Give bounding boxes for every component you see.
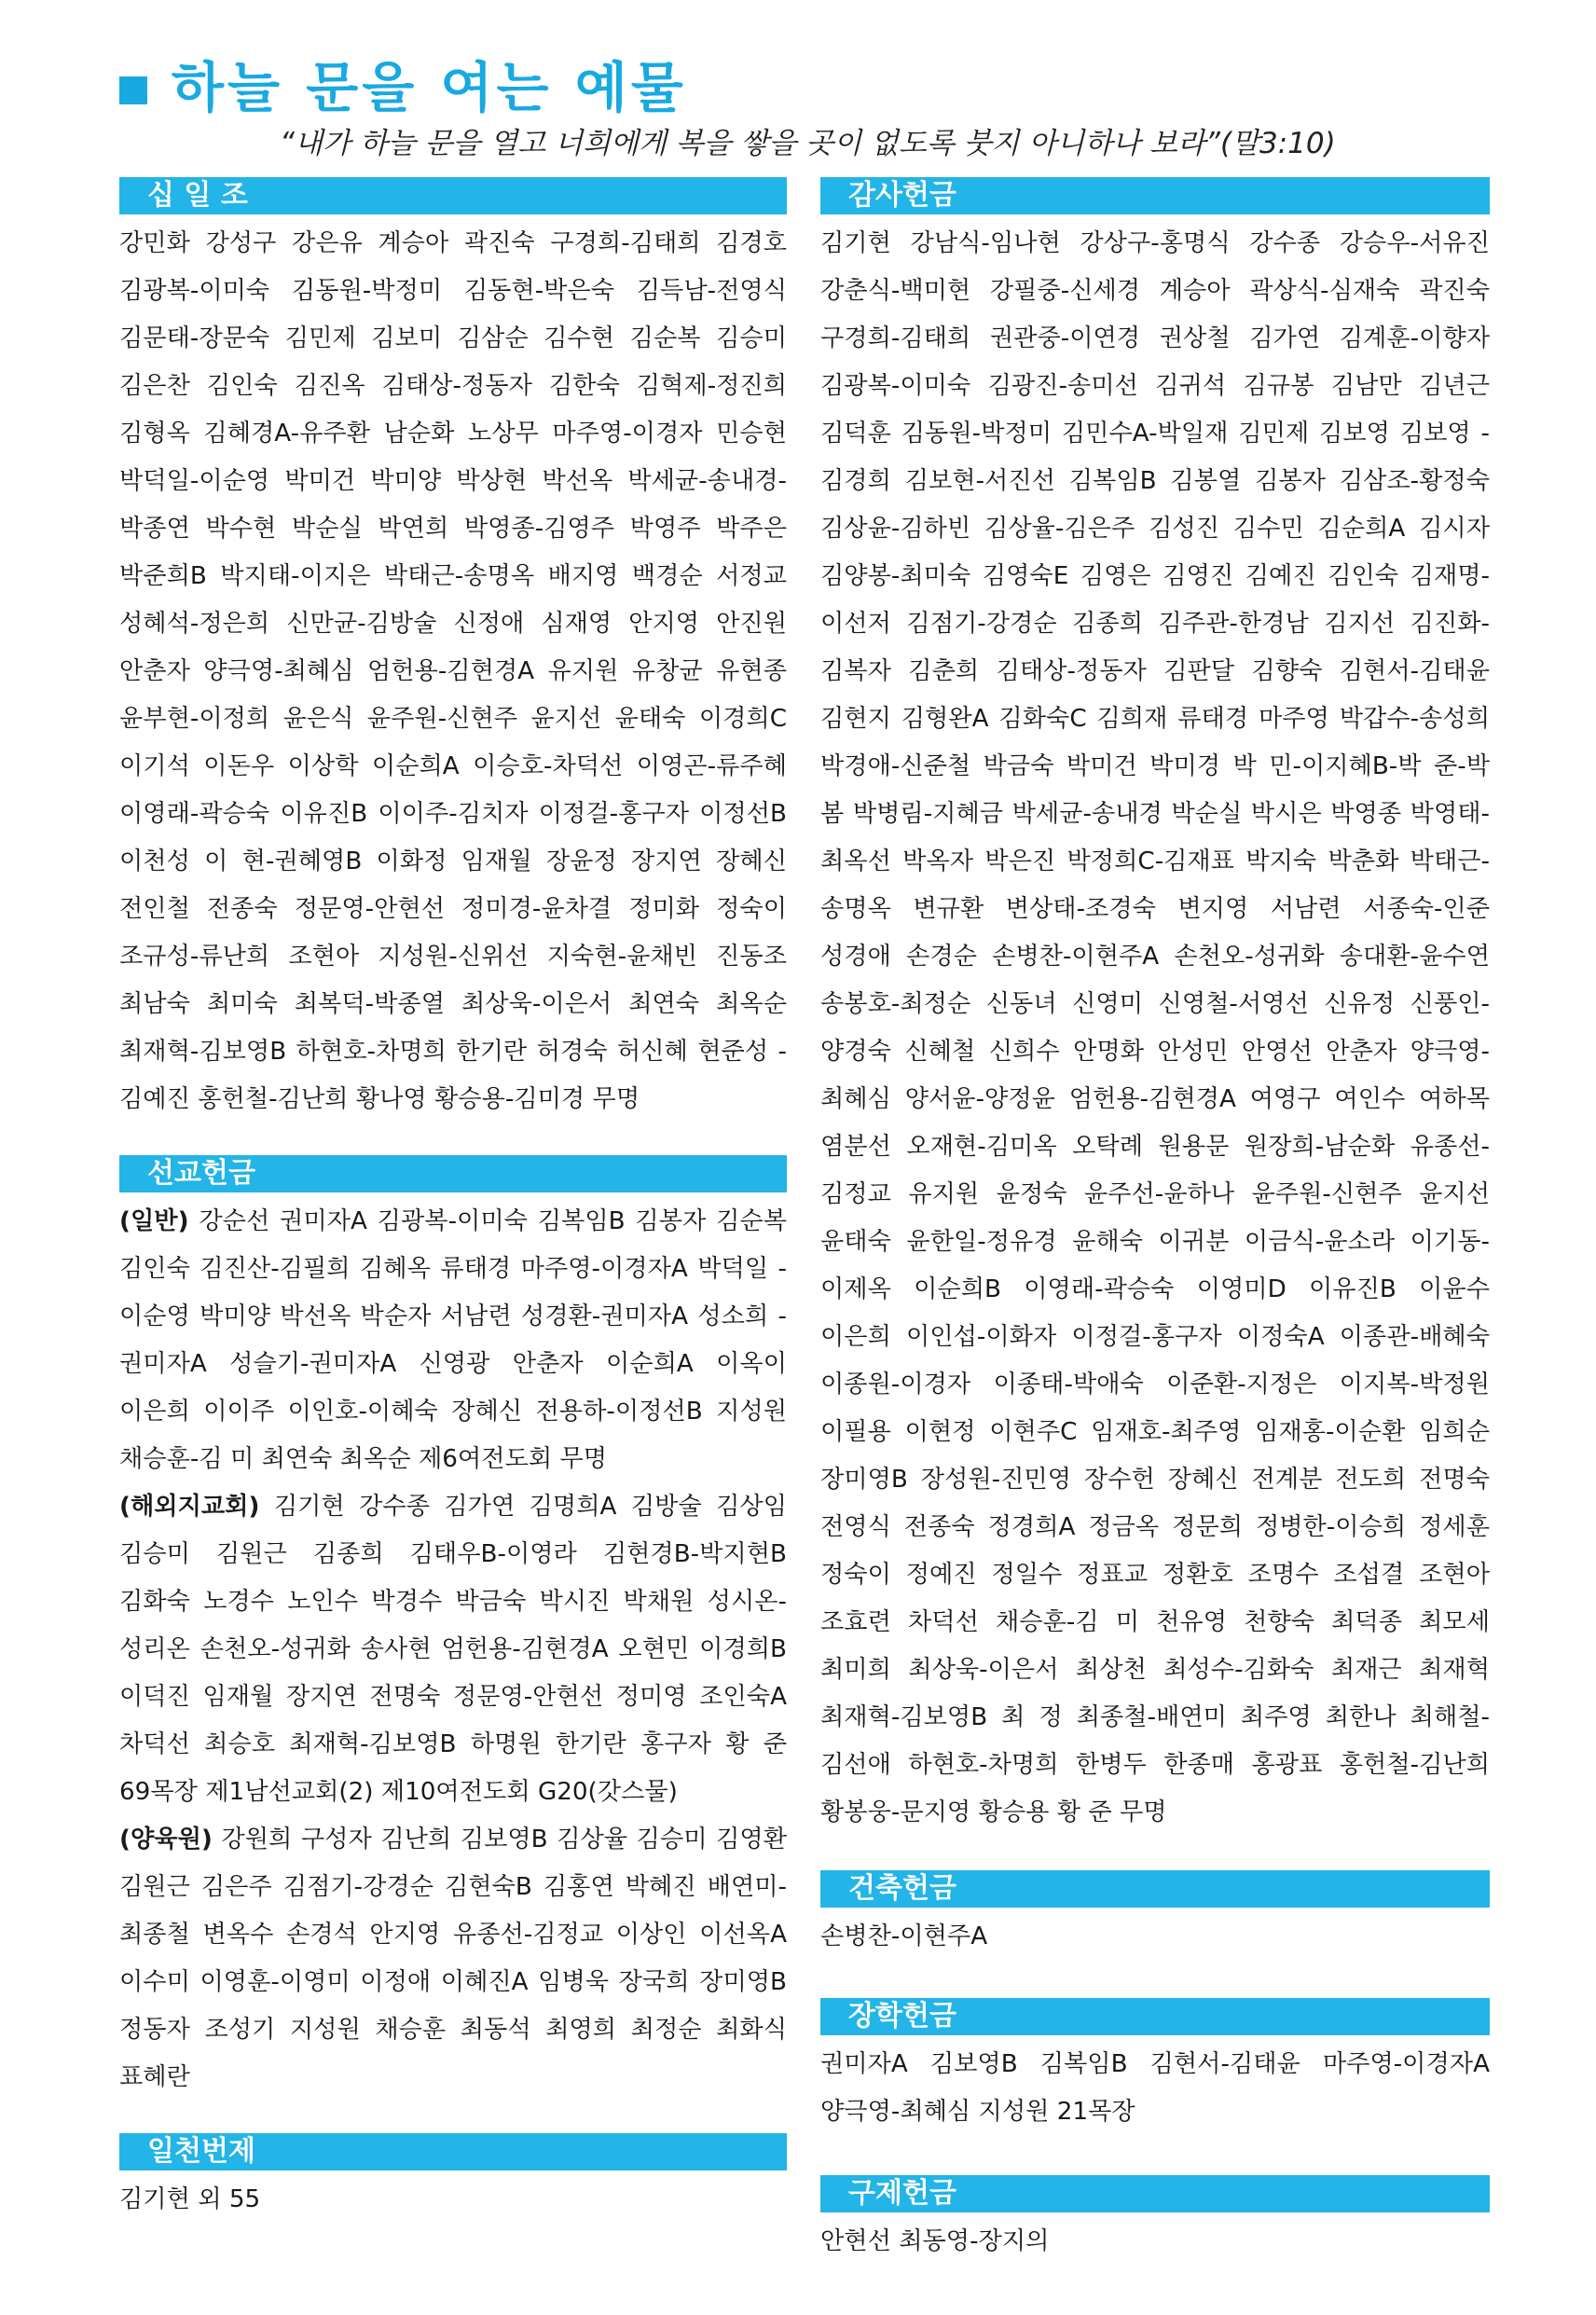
mission-overseas-names: 김기현 강수종 김가연 김명희A 김방술 김상임 김승미 김원근 김종희 김태우B-이영라 김현경B-박지현B 김화숙 노경수 노인수 박경수 박금숙 박시진 박채원 성시온-성리온 손천오-성귀화 송사현 엄헌용-김현경A 오현민 이경희B 이덕진 임재월 장지연 전명숙 정문영-안현선 정미영 조인숙A 차덕선 최승호 최재혁-김보영B 하명원 한기란 홍구자 황 준 69목장 제1남선교회(2) 제10여전도회 G20(갓스물) bbox=[119, 1493, 787, 1806]
thanks-names: 김기현 강남식-임나현 강상구-홍명식 강수종 강승우-서유진 강춘식-백미현 강필중-신세경 계승아 곽상식-심재숙 곽진숙 구경희-김태희 권관중-이연경 권상철 김가연 김계훈-이향자 김광복-이미숙 김광진-송미선 김귀석 김규봉 김남만 김년근 김덕훈 김동원-박정미 김민수A-박일재 김민제 김보영 김보영 -김경희 김보현-서진선 김복임B 김봉열 김봉자 김삼조-황정숙 김상윤-김하빈 김상율-김은주 김성진 김수민 김순희A 김시자 김양봉-최미숙 김영숙E 김영은 김영진 김예진 김인숙 김재명-이선저 김점기-강경순 김종희 김주관-한경남 김지선 김진화-김복자 김춘희 김태상-정동자 김판달 김향숙 김현서-김태윤 김현지 김형완A 김화숙C 김희재 류태경 마주영 박갑수-송성희 박경애-신준철 박금숙 박미건 박미경 박 민-이지혜B-박 준-박 봄 박병림-지혜금 박세균-송내경 박순실 박시은 박영종 박영태-최옥선 박옥자 박은진 박정희C-김재표 박지숙 박춘화 박태근-송명옥 변규환 변상태-조경숙 변지영 서남련 서종숙-인준 성경애 손경순 손병찬-이현주A 손천오-성귀화 송대환-윤수연 송봉호-최정순 신동녀 신영미 신영철-서영선 신유정 신풍인-양경숙 신혜철 신희수 안명화 안성민 안영선 안춘자 양극영-최혜심 양서윤-양정윤 엄헌용-김현경A 여영구 여인수 여하목 염분선 오재현-김미옥 오탁례 원용문 원장희-남순화 유종선-김정교 유지원 윤정숙 윤주선-윤하나 윤주원-신현주 윤지선 윤태숙 윤한일-정유경 윤해숙 이귀분 이금식-윤소라 이기동-이제옥 이순희B 이영래-곽승숙 이영미D 이유진B 이윤수 이은희 이인섭-이화자 이정걸-홍구자 이정숙A 이종관-배혜숙 이종원-이경자 이종태-박애숙 이준환-지정은 이지복-박정원 이필용 이현정 이현주C 임재호-최주영 임재홍-이순환 임희순 장미영B 장성원-진민영 장수헌 장혜신 전계분 전도희 전명숙 전영식 전종숙 정경희A 정금옥 정문희 정병한-이승희 정세훈 정숙이 정예진 정일수 정표교 정환호 조명수 조섭결 조현아 조효련 차덕선 채승훈-김 미 천유영 천향숙 최덕종 최모세 최미희 최상욱-이은서 최상천 최성수-김화숙 최재근 최재혁 최재혁-김보영B 최 정 최종철-배연미 최주영 최한나 최해철-김선애 하현호-차명희 한병두 한종매 홍광표 홍헌철-김난희 황봉웅-문지영 황승용 황 준 무명 bbox=[820, 229, 1490, 1826]
page-title: 하늘 문을 여는 예물 bbox=[172, 56, 687, 119]
mission-overseas bbox=[119, 1483, 787, 1816]
mission-nursing-names: 강원희 구성자 김난희 김보영B 김상율 김승미 김영환 김원근 김은주 김점기-강경순 김현숙B 김홍연 박혜진 배연미-최종철 변옥수 손경석 안지영 유종선-김정교 이상인 이선옥A 이수미 이영훈-이영미 이정애 이혜진A 임병욱 장국희 장미영B 정동자 조성기 지성원 채승훈 최동석 최영희 최정순 최화식 표혜란 bbox=[119, 1826, 787, 2091]
mission-header: 선교헌금 bbox=[119, 1155, 787, 1192]
right-column bbox=[820, 177, 1490, 2297]
scholarship-header: 장학헌금 bbox=[820, 1998, 1490, 2035]
relief-section bbox=[820, 2175, 1490, 2266]
mission-general-label: (일반) bbox=[119, 1207, 189, 1235]
mission-overseas-label: (해외지교회) bbox=[119, 1493, 260, 1521]
tithe-section bbox=[119, 177, 787, 1123]
relief-header: 구제헌금 bbox=[820, 2175, 1490, 2212]
mission-general bbox=[119, 1198, 787, 1483]
bible-verse: “내가 하늘 문을 열고 너희에게 복을 쌓을 곳이 없도록 붓지 아니하나 보라”(말3:10) bbox=[280, 127, 1336, 160]
thanks-header: 감사헌금 bbox=[820, 177, 1490, 214]
mission-body bbox=[119, 1198, 787, 2101]
ilcheon-names: 김기현 외 55 bbox=[119, 2185, 261, 2213]
building-header: 건축헌금 bbox=[820, 1870, 1490, 1908]
relief-names: 안현선 최동영-장지의 bbox=[820, 2227, 1050, 2255]
tithe-header: 십 일 조 bbox=[119, 177, 787, 214]
scholarship-section bbox=[820, 1998, 1490, 2136]
mission-nursing-label: (양육원) bbox=[119, 1826, 213, 1853]
mission-nursing bbox=[119, 1816, 787, 2101]
thanks-section bbox=[820, 177, 1490, 1837]
page-header bbox=[119, 54, 1499, 164]
title-bullet-square-icon bbox=[119, 76, 147, 104]
ilcheon-header: 일천번제 bbox=[119, 2133, 787, 2170]
mission-general-names: 강순선 권미자A 김광복-이미숙 김복임B 김봉자 김순복 김인숙 김진산-김필희 김혜옥 류태경 마주영-이경자A 박덕일 -이순영 박미양 박선옥 박순자 서남련 성경환-권미자A 성소희 -권미자A 성슬기-권미자A 신영광 안춘자 이순희A 이옥이 이은희 이이주 이인호-이혜숙 장혜신 전용하-이정선B 지성원 채승훈-김 미 최연숙 최옥순 제6여전도회 무명 bbox=[119, 1207, 787, 1473]
ilcheon-section bbox=[119, 2133, 787, 2224]
left-column bbox=[119, 177, 787, 2255]
title-row bbox=[119, 54, 1499, 121]
tithe-names: 강민화 강성구 강은유 계승아 곽진숙 구경희-김태희 김경호 김광복-이미숙 김동원-박정미 김동현-박은숙 김득남-전영식 김문태-장문숙 김민제 김보미 김삼순 김수현 김순복 김승미 김은찬 김인숙 김진옥 김태상-정동자 김한숙 김혁제-정진희 김형옥 김혜경A-유주환 남순화 노상무 마주영-이경자 민승현 박덕일-이순영 박미건 박미양 박상현 박선옥 박세균-송내경-박종연 박수현 박순실 박연희 박영종-김영주 박영주 박주은 박준희B 박지태-이지은 박태근-송명옥 배지영 백경순 서정교 성혜석-정은희 신만균-김방술 신정애 심재영 안지영 안진원 안춘자 양극영-최혜심 엄헌용-김현경A 유지원 유창균 유현종 윤부현-이정희 윤은식 윤주원-신현주 윤지선 윤태숙 이경희C 이기석 이돈우 이상학 이순희A 이승호-차덕선 이영곤-류주혜 이영래-곽승숙 이유진B 이이주-김치자 이정걸-홍구자 이정선B 이천성 이 현-권혜영B 이화정 임재월 장윤정 장지연 장혜신 전인철 전종숙 정문영-안현선 정미경-윤차결 정미화 정숙이 조규성-류난희 조현아 지성원-신위선 지숙현-윤채빈 진동조 최남숙 최미숙 최복덕-박종열 최상욱-이은서 최연숙 최옥순 최재혁-김보영B 하현호-차명희 한기란 허경숙 허신혜 현준성 -김예진 홍헌철-김난희 황나영 황승용-김미경 무명 bbox=[119, 229, 787, 1113]
building-section bbox=[820, 1870, 1490, 1961]
building-names: 손병찬-이현주A bbox=[820, 1922, 988, 1950]
mission-section bbox=[119, 1155, 787, 2101]
scholarship-names: 권미자A 김보영B 김복임B 김현서-김태윤 마주영-이경자A 양극영-최혜심 지성원 21목장 bbox=[820, 2050, 1490, 2126]
